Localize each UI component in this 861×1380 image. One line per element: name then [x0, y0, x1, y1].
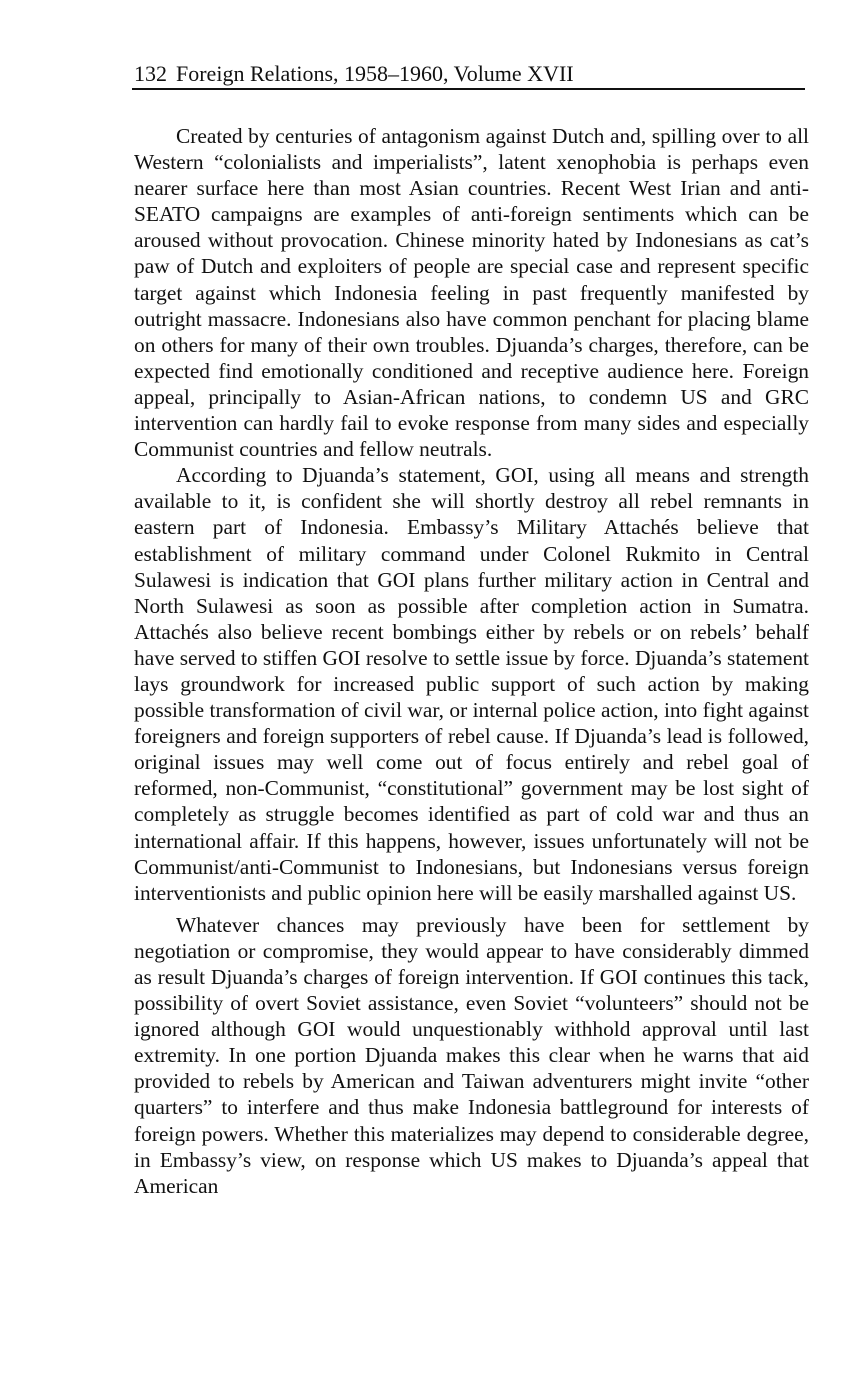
paragraph-3: Whatever chances may previously have been for settlement by negotiation or compromise, they would appear to have considerably dimmed as result Djuanda’s charges of foreign intervention. If GOI continues this tack, possibility of overt Soviet assistance, even Soviet “volunteers” should not be ignored although GOI would unquestionably withhold approval until last extremity. In one portion Djuanda makes this clear when he warns that aid provided to rebels by American and Taiwan adventurers might invite “other quarters” to interfere and thus make Indonesia battleground for interests of foreign powers. Whether this materializes may depend to considerable degree, in Embassy’s view, on response which US makes to Djuanda’s appeal that American	[134, 912, 809, 1198]
paragraph-1: Created by centuries of antagonism against Dutch and, spilling over to all Western “colonialists and imperialists”, latent xenophobia is perhaps even nearer surface here than most Asian countries. Recent West Irian and anti-SEATO campaigns are examples of anti-foreign sentiments which can be aroused without provocation. Chinese minority hated by Indonesians as cat’s paw of Dutch and exploiters of people are special case and represent specific target against which Indonesia feeling in past frequently manifested by outright massacre. Indonesians also have common penchant for placing blame on others for many of their own troubles. Djuanda’s charges, therefore, can be expected find emotionally conditioned and receptive audience here. Foreign appeal, principally to Asian-African nations, to condemn US and GRC intervention can hardly fail to evoke response from many sides and especially Communist countries and fellow neutrals.	[134, 124, 809, 462]
page-header	[134, 60, 804, 88]
header-rule	[132, 88, 805, 90]
page-number: 132	[134, 61, 167, 86]
body-text	[134, 123, 809, 1199]
paragraph-2: According to Djuanda’s statement, GOI, using all means and strength available to it, is confident she will shortly destroy all rebel remnants in eastern part of Indonesia. Embassy’s Military Attachés believe that establishment of military command under Colonel Rukmito in Central Sulawesi is indication that GOI plans further military action in Central and North Sulawesi as soon as possible after completion action in Sumatra. Attachés also believe recent bombings either by rebels or on rebels’ behalf have served to stiffen GOI resolve to settle issue by force. Djuanda’s statement lays groundwork for increased public support of such action by making possible transformation of civil war, or internal police action, into fight against foreigners and foreign supporters of rebel cause. If Djuanda’s lead is followed, original issues may well come out of focus entirely and rebel goal of reformed, non-Communist, “constitutional” government may be lost sight of completely as struggle becomes identified as part of cold war and thus an international affair. If this happens, however, issues unfortunately will not be Communist/anti-Communist to Indonesians, but Indonesians versus foreign interventionists and public opinion here will be easily marshalled against US.	[134, 463, 809, 905]
running-title: Foreign Relations, 1958–1960, Volume XVII	[176, 61, 574, 86]
